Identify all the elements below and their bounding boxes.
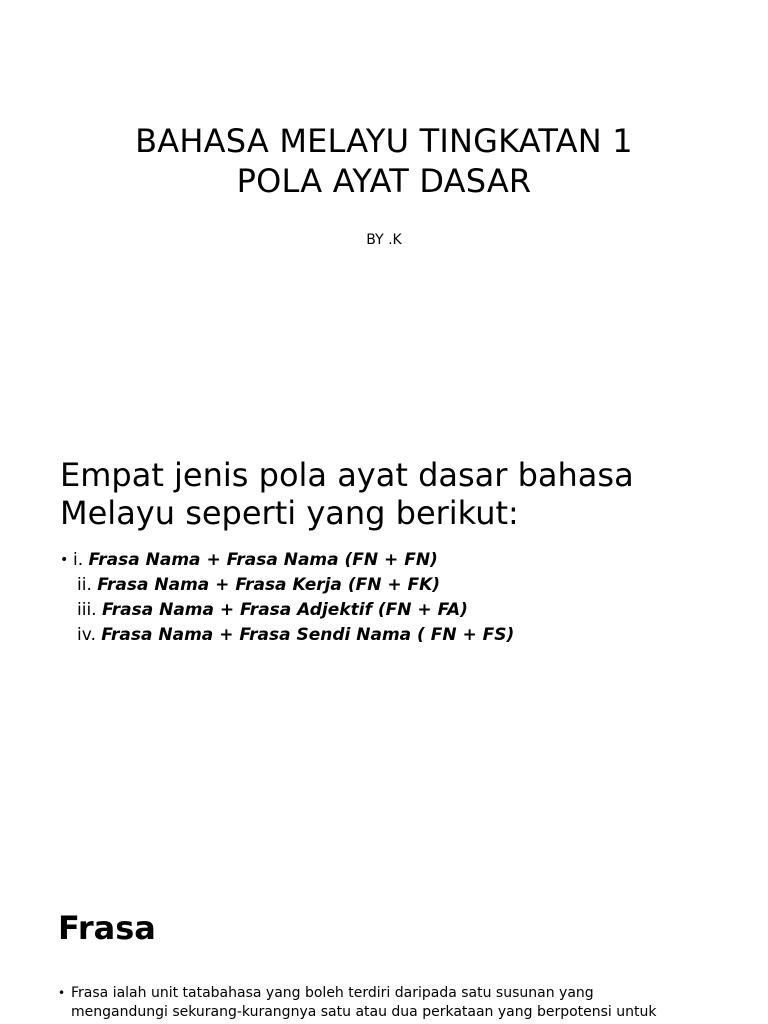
pattern-text: Frasa Nama + Frasa Nama (FN + FN): [88, 550, 438, 570]
main-title-line-2: POLA AYAT DASAR: [236, 162, 532, 201]
pattern-row-3: [73, 598, 514, 623]
pattern-number: i.: [73, 550, 89, 570]
patterns-list-item: [60, 548, 514, 648]
patterns-heading-line-1: Empat jenis pola ayat dasar bahasa: [60, 456, 634, 494]
pattern-text: Frasa Nama + Frasa Sendi Nama ( FN + FS): [101, 625, 515, 645]
pattern-number: iii.: [77, 600, 102, 620]
frasa-heading: Frasa: [58, 909, 156, 947]
bullet-icon: •: [60, 552, 69, 568]
pattern-number: ii.: [77, 575, 98, 595]
pattern-row-1: [73, 548, 514, 573]
frasa-list: [58, 984, 731, 1022]
pattern-text: Frasa Nama + Frasa Adjektif (FN + FA): [101, 600, 468, 620]
pattern-text: Frasa Nama + Frasa Kerja (FN + FK): [97, 575, 441, 595]
bullet-icon: •: [58, 986, 66, 1000]
pattern-number: iv.: [77, 625, 102, 645]
frasa-slide: [0, 860, 768, 1024]
frasa-list-item: [58, 984, 731, 1022]
patterns-list: [60, 548, 514, 648]
patterns-heading: [60, 456, 634, 532]
main-title: [0, 121, 768, 201]
pattern-row-2: [73, 573, 514, 598]
patterns-heading-line-2: Melayu seperti yang berikut:: [60, 494, 519, 532]
frasa-line-1: Frasa ialah unit tatabahasa yang boleh terdiri daripada satu susunan yang: [71, 985, 594, 1001]
author-label: BY .K: [366, 232, 402, 248]
patterns-slide: [0, 420, 768, 860]
frasa-line-2: mengandungi sekurang-kurangnya satu atau dua perkataan yang berpotensi untuk: [71, 1004, 657, 1020]
pattern-row-4: [73, 623, 514, 648]
main-title-line-1: BAHASA MELAYU TINGKATAN 1: [135, 122, 633, 161]
title-slide: [0, 0, 768, 420]
